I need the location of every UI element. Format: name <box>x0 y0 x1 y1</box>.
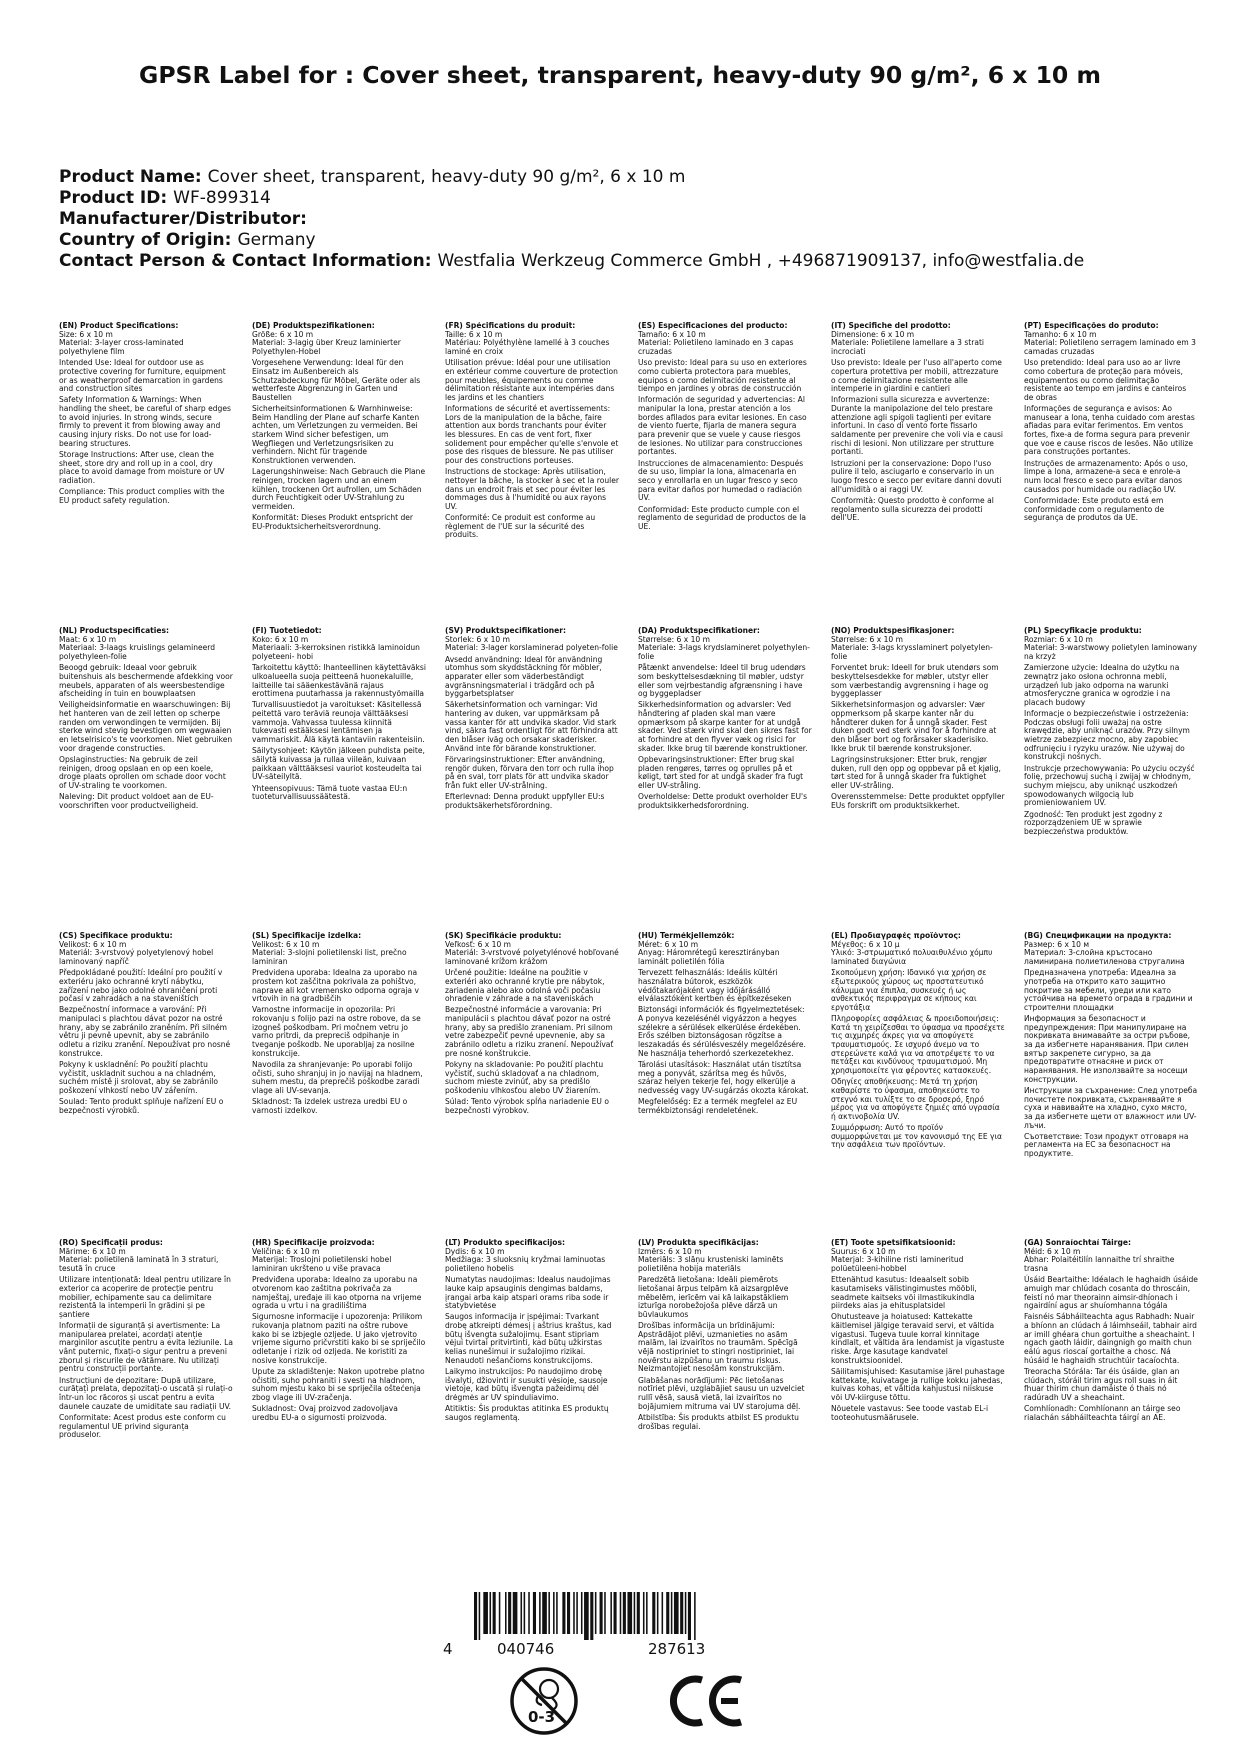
spec-paragraph: Megfelelőség: Ez a termék megfelel az EU termékbiztonsági rendeletének. <box>638 1097 798 1115</box>
barcode-bar <box>600 1592 603 1634</box>
spec-paragraph: Størrelse: 6 x 10 m Materiale: 3-lags krydslamineret polyethylen-folie <box>638 634 810 661</box>
spec-paragraph: Información de seguridad y advertencias: Al manipular la lona, prestar atención a los bordes afilados para evitar lesiones. En caso de viento fuerte, fijarla de manera segura para prevenir que se vuele y cause riesgos de lesiones. No utilizar para construcciones portantes. <box>638 395 807 457</box>
barcode-bar <box>562 1592 565 1634</box>
barcode-bar <box>634 1592 636 1634</box>
spec-section <box>831 322 1005 627</box>
barcode-bar <box>614 1592 617 1634</box>
spec-paragraph: Μέγεθος: 6 x 10 μ Υλικό: 3-στρωματικό πολυαιθυλένιο χόμπυ laminated διαγώνια <box>831 939 993 966</box>
spec-paragraph: Σκοπούμενη χρήση: Ιδανικό για χρήση σε εξωτερικούς χώρους ως προστατευτικό κάλυμμα για έπιπλα, συσκευές ή ως ανθεκτικός περιφραγμα σε κήπους και εργοτάξια <box>831 968 987 1012</box>
spec-paragraph: Lagringsinstruksjoner: Etter bruk, rengjør duken, rull den opp og oppbevar på et kjølig, tørt sted for å unngå skader fra fuktighet eller UV-stråling. <box>831 754 1001 790</box>
spec-paragraph: Instruções de armazenamento: Após o uso, limpe a lona, armazene-a seca e enrole-a num local fresco e seco para evitar danos causados por humidade ou radiação UV. <box>1024 458 1188 494</box>
spec-paragraph: Avsedd användning: Ideal för användning utomhus som skyddstäckning för möbler, apparater eller som väderbeständigt avgränsningsmaterial i trädgård och på byggarbetsplatser <box>445 654 603 699</box>
spec-paragraph: Nõuetele vastavus: See toode vastab EL-i tooteohutusmäärusele. <box>831 1404 989 1422</box>
spec-section <box>831 1239 1005 1559</box>
spec-section <box>59 932 233 1239</box>
barcode-bar <box>688 1592 691 1640</box>
spec-paragraph: Instrukcje przechowywania: Po użyciu oczyść folię, przechowuj suchą i zwijaj w chłodnym, suchym miejscu, aby uniknąć uszkodzeń spowodowanych wilgocią lub promieniowaniem UV. <box>1024 763 1195 808</box>
spec-paragraph: Ohutusteave ja hoiatused: Kattekatte käitlemisel jälgige teravaid servi, et vältida vigastusi. Tugeva tuule korral kinnitage kindlalt, et vältida ära lendamist ja vigastuste riske. Ärge kasutage kandvatel konstruktsioonidel. <box>831 1312 1005 1365</box>
spec-paragraph: Zgodność: Ten produkt jest zgodny z rozporządzeniem UE w sprawie bezpieczeństwa produktów. <box>1024 809 1163 836</box>
barcode-bar <box>623 1592 626 1634</box>
spec-section-heading: (HU) Termékjellemzők: <box>638 932 735 940</box>
spec-paragraph: Forventet bruk: Ideell for bruk utendørs som beskyttelsesdekke for møbler, utstyr eller som værbestandig avgrensning i hage og byggeplasser <box>831 663 999 699</box>
barcode-bar <box>542 1592 547 1634</box>
spec-paragraph: Atitiktis: Šis produktas atitinka ES produktų saugos reglamentą. <box>445 1404 609 1422</box>
spec-section <box>59 322 233 627</box>
spec-paragraph: Uso previsto: Ideal para su uso en exteriores como cubierta protectora para muebles, equipos o como delimitación resistente al tiempo en jardines y obras de construcción <box>638 358 807 394</box>
spec-paragraph: Méid: 6 x 10 m Ábhar: Polaitéitilín lannaithe trí shraithe trasna <box>1024 1246 1175 1273</box>
spec-section-heading: (BG) Спецификации на продукта: <box>1024 932 1172 940</box>
spec-section-heading: (LV) Produkta specifikācijas: <box>638 1239 759 1247</box>
barcode-bar <box>657 1592 659 1634</box>
spec-paragraph: Pokyny k uskladnění: Po použití plachtu vyčistit, uskladnit suchou a na chladném, suchém místě ji srolovat, aby se zabránilo poškození vlhkostí nebo UV zářením. <box>59 1059 219 1095</box>
barcode-bar <box>573 1592 575 1634</box>
spec-section <box>638 932 812 1239</box>
spec-section <box>1024 322 1198 627</box>
barcode-bar <box>694 1592 696 1640</box>
spec-paragraph: Opslaginstructies: Na gebruik de zeil reinigen, droog opslaan en op een koele, droge plaats oprollen om schade door vocht of UV-straling te voorkomen. <box>59 754 226 790</box>
spec-paragraph: Uso previsto: Ideale per l'uso all'aperto come copertura protettiva per mobili, attrezzature o come delimitazione resistente alle intemperie in giardini e cantieri <box>831 358 1002 394</box>
barcode-bar <box>637 1592 640 1634</box>
spec-paragraph: Conformitate: Acest produs este conform cu regulamentul UE privind siguranța produselor. <box>59 1412 226 1440</box>
spec-paragraph: Méret: 6 x 10 m Anyag: Háromrétegű keresztirányban laminált polietilén fólia <box>638 939 780 966</box>
spec-paragraph: Súlad: Tento výrobok spĺňa nariadenie EU o bezpečnosti výrobkov. <box>445 1097 609 1115</box>
spec-paragraph: Tamaño: 6 x 10 m Material: Polietileno laminado en 3 capas cruzadas <box>638 329 794 356</box>
barcode-bar <box>567 1592 570 1634</box>
spec-paragraph: Veiligheidsinformatie en waarschuwingen: Bij het hanteren van de zeil letten op scherpe randen om verwondingen te vermijden. Bij sterke wind stevig bevestigen om wegwaaien en letselrisico's te voorkomen. Niet gebruiken voor dragende constructies. <box>59 700 233 753</box>
spec-section-heading: (DA) Produktspecifikationer: <box>638 627 760 635</box>
spec-paragraph: Размер: 6 x 10 м Материал: 3-слойна кръстосано ламинирана полиетиленова стругалина <box>1024 939 1185 966</box>
spec-section-heading: (RO) Specificații produs: <box>59 1239 163 1247</box>
spec-paragraph: Säilytysohjeet: Käytön jälkeen puhdista peite, säilytä kuivassa ja rullaa viileän, kuivaan paikkaan välttääksesi vauriot kosteudelta tai UV-säteilyltä. <box>252 746 425 782</box>
spec-paragraph: Overensstemmelse: Dette produktet oppfyller EUs forskrift om produktsikkerhet. <box>831 792 1005 810</box>
spec-section-heading: (DE) Produktspezifikationen: <box>252 322 375 330</box>
spec-paragraph: Uso pretendido: Ideal para uso ao ar livre como cobertura de proteção para móveis, equipamentos ou como delimitação resistente ao tempo em jardins e canteiros de obras <box>1024 358 1187 402</box>
spec-paragraph: Beoogd gebruik: Ideaal voor gebruik buitenshuis als beschermende afdekking voor meubels, apparaten of als weersbestendige afscheiding in tuin en bouwplaatsen <box>59 663 233 699</box>
barcode-bar <box>499 1592 501 1634</box>
spec-paragraph: Veľkosť: 6 x 10 m Materiál: 3-vrstvové polyetylénové hobľované laminované krížom krážom <box>445 939 619 966</box>
spec-section-heading: (HR) Specifikacije proizvoda: <box>252 1239 375 1247</box>
barcode-bar <box>553 1592 555 1634</box>
spec-paragraph: Größe: 6 x 10 m Material: 3-lagig über Kreuz laminierter Polyethylen-Hobel <box>252 329 401 356</box>
info-manufacturer: Manufacturer/Distributor: <box>59 209 307 229</box>
barcode-digits-left: 4 <box>443 1640 453 1658</box>
spec-paragraph: Velikost: 6 x 10 m Material: 3-slojni polietilenski list, prečno laminiran <box>252 939 407 966</box>
barcode-bar <box>483 1592 488 1634</box>
info-country-of-origin: Country of Origin: Germany <box>59 230 316 250</box>
spec-paragraph: Οδηγίες αποθήκευσης: Μετά τη χρήση καθαρίστε το ύφασμα, αποθηκεύστε το στεγνό και τυλίξτε το σε δροσερό, ξηρό μέρος για να αποφύγετε ζημιές από υγρασία ή ακτινοβολία UV. <box>831 1077 1000 1121</box>
spec-section-heading: (NO) Produktspesifikasjoner: <box>831 627 955 635</box>
barcode-bar <box>539 1592 541 1634</box>
barcode-digits-right: 287613 <box>648 1640 706 1658</box>
barcode-bar <box>479 1592 481 1640</box>
spec-paragraph: Storage Instructions: After use, clean the sheet, store dry and roll up in a cool, dry place to avoid damage from moisture or UV radiation. <box>59 449 225 485</box>
barcode-bar <box>662 1592 664 1634</box>
spec-section-heading: (IT) Specifiche del prodotto: <box>831 322 951 330</box>
spec-section-heading: (PT) Especificações do produto: <box>1024 322 1159 330</box>
spec-paragraph: Conformità: Questo prodotto è conforme al regolamento sulla sicurezza dei prodotti dell'UE. <box>831 495 994 523</box>
spec-paragraph: Predviđena uporaba: Idealno za uporabu na otvorenom kao zaštitna pokrivača za namještaj, uređaje ili kao otporna na vrijeme ograda u vrtu i na gradilištima <box>252 1275 422 1311</box>
spec-paragraph: Glabāšanas norādījumi: Pēc lietošanas notīriet plēvi, uzglabājiet sausu un uzvelciet rullī vēsā, sausā vietā, lai izvairītos no bojājumiem mitruma vai UV starojuma dēļ. <box>638 1375 805 1411</box>
barcode-bar <box>505 1592 507 1634</box>
spec-section <box>1024 1239 1198 1559</box>
spec-section <box>445 1239 619 1559</box>
barcode-bar <box>620 1592 622 1634</box>
spec-section <box>252 1239 426 1559</box>
spec-paragraph: Turvallisuustiedot ja varoitukset: Käsitellessä peitettä varo teräviä reunoja välttääksesi vammoja. Vahvassa tuulessa kiinnitä tukevasti estääksesi lentämisen ja vammariskit. Älä käytä kantaviin rakenteisiin. <box>252 700 425 745</box>
spec-paragraph: Intended Use: Ideal for outdoor use as protective covering for furniture, equipment or as weatherproof demarcation in gardens and construction sites <box>59 358 226 394</box>
spec-section-heading: (SL) Specifikacije izdelka: <box>252 932 362 940</box>
spec-section-heading: (FR) Spécifications du produit: <box>445 322 576 330</box>
barcode-bar <box>646 1592 648 1634</box>
info-product-name: Product Name: Cover sheet, transparent, heavy-duty 90 g/m², 6 x 10 m <box>59 167 686 187</box>
spec-paragraph: Drošības informācija un brīdinājumi: Apstrādājot plēvi, uzmanieties no asām malām, lai izvairītos no traumām. Spēcīgā vējā nostipriniet to stingri nostipriniet, lai novērstu aizpūšanu un traumu riskus. Neizmantojiet nesošām konstrukcijām. <box>638 1321 798 1374</box>
spec-paragraph: Sikkerhetsinformasjon og advarsler: Vær oppmerksom på skarpe kanter når du håndterer duken for å unngå skader. Fest duken godt ved sterk vind for å forhindre at den blåser bort og forårsaker skaderisiko. Ikke bruk til bærende konstruksjoner. <box>831 700 997 753</box>
barcode-bar <box>556 1592 558 1634</box>
spec-paragraph: Tervezett felhasználás: Ideális kültéri használatra bútorok, eszközök védőtakarójaként vagy időjárásálló elválasztóként kertben és építkezéseken <box>638 968 792 1004</box>
barcode-bar <box>643 1592 645 1634</box>
spec-paragraph: Instructions de stockage: Après utilisation, nettoyer la bâche, la stocker à sec et la rouler dans un endroit frais et sec pour éviter les dommages dus à l'humidité ou aux rayons UV. <box>445 467 619 511</box>
spec-section-heading: (CS) Specifikace produktu: <box>59 932 173 940</box>
spec-section-heading: (EN) Product Specifications: <box>59 322 179 330</box>
barcode-bar <box>513 1592 518 1634</box>
spec-paragraph: Size: 6 x 10 m Material: 3-layer cross-laminated polyethylene film <box>59 329 184 356</box>
svg-text:0-3: 0-3 <box>528 1708 556 1726</box>
barcode <box>470 1592 760 1640</box>
spec-paragraph: Taille: 6 x 10 m Matériau: Polyéthylène lamellé à 3 couches laminé en croix <box>445 329 610 356</box>
spec-paragraph: Veličina: 6 x 10 m Materijal: Troslojni polietilenski hobel laminiran ukršteno u više pravaca <box>252 1246 392 1273</box>
spec-paragraph: Efterlevnad: Denna produkt uppfyller EU:s produktsäkerhetsförordning. <box>445 792 605 810</box>
spec-paragraph: Bezpečnostné informácie a varovania: Pri manipulácii s plachtou dávať pozor na ostré hrany, aby sa predišlo zraneniam. Pri silnom vetre zabezpečiť pevné upevnenie, aby sa zabránilo odletu a riziku zranení. Nepoužívať pre nosné konštrukcie. <box>445 1005 614 1058</box>
spec-paragraph: Förvaringsinstruktioner: Efter användning, rengör duken, förvara den torr och rulla ihop på en sval, torr plats för att undvika skador från fukt eller UV-strålning. <box>445 754 614 790</box>
spec-paragraph: Comhlíonadh: Comhlíonann an táirge seo rialachán sábháilteachta táirgí an AE. <box>1024 1404 1181 1422</box>
spec-paragraph: Určené použitie: Ideálne na použitie v exteriéri ako ochranné krytie pre nábytok, zariadenia alebo ako odolná voči počasiu ohradenie v záhrade a na staveniskách <box>445 968 605 1004</box>
spec-paragraph: Předpokládané použití: Ideální pro použití v exteriéru jako ochranné krytí nábytku, zařízení nebo jako odolné ohraničení proti počasí v zahradách a na staveništích <box>59 968 223 1004</box>
spec-section <box>252 627 426 932</box>
spec-paragraph: Vorgesehene Verwendung: Ideal für den Einsatz im Außenbereich als Schutzabdeckung für Möbel, Geräte oder als wetterfeste Abgrenzung in Garten und Baustellen <box>252 358 421 402</box>
spec-section-heading: (ET) Toote spetsifikatsioonid: <box>831 1239 956 1247</box>
barcode-bar <box>528 1592 530 1634</box>
spec-paragraph: Treoracha Stórála: Tar éis úsáide, glan an clúdach, stóráil tirim agus roll suas in áit fhuar thirim chun damáiste ó thais nó radúradh UV a sheachaint. <box>1024 1366 1180 1402</box>
product-info <box>59 167 1199 272</box>
info-contact: Contact Person & Contact Information: Westfalia Werkzeug Commerce GmbH , +496871909137, info@westfalia.de <box>59 251 1085 271</box>
spec-paragraph: Instrucțiuni de depozitare: După utilizare, curățați prelata, depozitați-o uscată și rulați-o într-un loc răcoros și uscat pentru a evita daunele cauzate de umiditate sau radiații UV. <box>59 1375 233 1411</box>
spec-paragraph: Overholdelse: Dette produkt overholder EU's produktsikkerhedsforordning. <box>638 792 808 810</box>
barcode-bar <box>604 1592 606 1634</box>
spec-paragraph: Skladnost: Ta izdelek ustreza uredbi EU o varnosti izdelkov. <box>252 1097 408 1115</box>
barcode-bar <box>627 1592 632 1634</box>
spec-section <box>59 1239 233 1559</box>
spec-paragraph: Предназначена употреба: Идеална за употреба на открито като защитно покритие за мебели, уреди или като устойчива на времето ограда в градини и строителни площадки <box>1024 968 1193 1012</box>
spec-paragraph: Tamanho: 6 x 10 m Material: Polietileno serragem laminado em 3 camadas cruzadas <box>1024 329 1196 356</box>
barcode-bar <box>490 1592 492 1634</box>
spec-paragraph: Úsáid Beartaithe: Idéalach le haghaidh úsáide amuigh mar chlúdach cosanta do throscáin, feistí nó mar theorainn aimsir-dhíonach i ngairdíní agus ar shuíomhanna tógála <box>1024 1275 1198 1311</box>
barcode-bar <box>680 1592 683 1634</box>
spec-paragraph: Sukladnost: Ovaj proizvod zadovoljava uredbu EU-a o sigurnosti proizvoda. <box>252 1404 398 1422</box>
spec-paragraph: Zamierzone użycie: Idealna do użytku na zewnątrz jako osłona ochronna mebli, urządzeń lub jako odporna na warunki atmosferyczne granica w ogrodzie i na placach budowy <box>1024 663 1180 707</box>
spec-paragraph: Informacje o bezpieczeństwie i ostrzeżenia: Podczas obsługi folii uważaj na ostre krawędzie, aby uniknąć urazów. Przy silnym wietrze zabezpiecz mocno, aby zapobiec odfrunięciu i ryzyku urazów. Nie używaj do konstrukcji nośnych. <box>1024 709 1190 762</box>
spec-section <box>445 932 619 1239</box>
spec-paragraph: Predvidena uporaba: Idealna za uporabo na prostem kot zaščitna pokrivala za pohištvo, naprave ali kot vremensko odporna ograja v vrtovih in na gradbiščih <box>252 968 419 1004</box>
barcode-bar <box>595 1592 597 1634</box>
age-0-3-warning-icon <box>508 1665 580 1737</box>
spec-paragraph: Tarkoitettu käyttö: Ihanteellinen käytettäväksi ulkoalueella suoja peitteenä huonekaluille, laitteille tai sääenkestävänä rajaus erottimena puutarhassa ja rakennustyömailla <box>252 663 426 699</box>
barcode-bar <box>524 1592 526 1634</box>
barcode-bar <box>685 1592 687 1634</box>
barcode-bar <box>666 1592 669 1634</box>
spec-paragraph: Safety Information & Warnings: When handling the sheet, be careful of sharp edges to avoid injuries. In strong winds, secure firmly to prevent it from blowing away and causing injury risks. Do not use for load-bearing structures. <box>59 395 231 448</box>
spec-paragraph: Atbilstība: Šis produkts atbilst ES produktu drošības regulai. <box>638 1412 799 1431</box>
spec-paragraph: Съответствие: Този продукт отговаря на регламента на ЕС за безопасност на продуктите. <box>1024 1131 1189 1159</box>
barcode-bar <box>474 1592 477 1640</box>
spec-paragraph: Instrucciones de almacenamiento: Después de su uso, limpiar la lona, almacenarla en seco y enrollarla en un lugar fresco y seco para evitar daños por humedad o radiación UV. <box>638 458 804 503</box>
spec-paragraph: Soulad: Tento produkt splňuje nařízení EU o bezpečnosti výrobků. <box>59 1097 224 1115</box>
info-product-id: Product ID: WF-899314 <box>59 188 271 208</box>
spec-section <box>252 932 426 1239</box>
spec-paragraph: Säkerhetsinformation och varningar: Vid hantering av duken, var uppmärksam på vassa kanter för att undvika skador. Vid stark vind, säkra fast ordentligt för att förhindra att den blåser iväg och orsakar skaderisker. Använd inte för bärande konstruktioner. <box>445 700 618 753</box>
barcode-bar <box>508 1592 511 1634</box>
spec-paragraph: Velikost: 6 x 10 m Materiál: 3-vrstvový polyetylenový hobel laminovaný napříč <box>59 939 214 966</box>
spec-section <box>1024 932 1198 1239</box>
spec-paragraph: Naleving: Dit product voldoet aan de EU-voorschriften voor productveiligheid. <box>59 792 214 810</box>
spec-paragraph: Pokyny na skladovanie: Po použití plachtu vyčistiť, suchú skladovať a na chladnom, suchom mieste zvinúť, aby sa predišlo poškodeniu vlhkosťou alebo UV žiarením. <box>445 1059 604 1095</box>
barcode-bar <box>584 1592 589 1640</box>
spec-paragraph: Izmērs: 6 x 10 m Materiāls: 3 slāņu krusteniski laminēts polietilēna hobija materiāls <box>638 1246 784 1273</box>
spec-section <box>445 322 619 627</box>
spec-paragraph: Conformidad: Este producto cumple con el reglamento de seguridad de productos de la UE. <box>638 504 806 531</box>
spec-section-heading: (GA) Sonraíochtaí Táirge: <box>1024 1239 1132 1247</box>
spec-paragraph: Varnostne informacije in opozorila: Pri rokovanju s folijo pazi na ostre robove, da se izogneš poškodbam. Pri močnem vetru jo varno pritrdi, da prepreciš odpihanje in tveganje poškodb. Ne uporabljaj za nosilne konstrukcije. <box>252 1005 421 1058</box>
spec-section <box>59 627 233 932</box>
barcode-bar <box>533 1592 536 1634</box>
spec-paragraph: Sicherheitsinformationen & Warnhinweise: Beim Handling der Plane auf scharfe Kanten achten, um Verletzungen zu vermeiden. Bei starkem Wind sicher befestigen, um Wegfliegen und Verletzungsrisiken zu verhindern. Nicht für tragende Konstruktionen verwenden. <box>252 404 420 466</box>
spec-paragraph: Sikkerhedsinformation og advarsler: Ved håndtering af pladen skal man være opmærksom på skarpe kanter for at undgå skader. Ved stærk vind skal den sikres fast for at forhindre at den flyver væk og risici for skader. Ikke brug til bærende konstruktioner. <box>638 700 812 753</box>
spec-paragraph: Yhteensopivuus: Tämä tuote vastaa EU:n tuoteturvallisuussäätestä. <box>252 783 408 802</box>
spec-paragraph: Opbevaringsinstruktioner: Efter brug skal pladen rengøres, tørres og oprulles på et køligt, tørt sted for at undgå skader fra fugt eller UV-stråling. <box>638 754 804 790</box>
spec-paragraph: Dydis: 6 x 10 m Medžiaga: 3 sluoksnių kryžmai laminuotas polietileno hobelis <box>445 1246 606 1273</box>
spec-paragraph: Istruzioni per la conservazione: Dopo l'uso pulire il telo, asciugarlo e conservarlo in un luogo fresco e secco per evitare danni dovuti all'umidità o ai raggi UV. <box>831 458 1002 494</box>
spec-section-heading: (PL) Specyfikacje produktu: <box>1024 627 1142 635</box>
spec-paragraph: Laikymo instrukcijos: Po naudojimo drobę išvalyti, džiovinti ir susukti vėsioje, sausoje vietoje, kad būtų išvengta pažeidimų dėl drėgmės ar UV spinduliavimo. <box>445 1366 608 1402</box>
spec-paragraph: Säilitamisjuhised: Kasutamise järel puhastage kattekate, kuivatage ja rullige kokku jahedas, kuivas kohas, et vältida kahjustusi niiskuse või UV-kiirguse tõttu. <box>831 1366 1005 1402</box>
spec-paragraph: Faisnéis Sábháilteachta agus Rabhadh: Nuair a bhíonn an clúdach á láimhseáil, tabhair aird ar imill ghéara chun gortuithe a sheachaint. I ngach gaoth láidir, daingnigh go maith chun eálú agus rioscaí gortaithe a chosc. Ná húsáid le haghaidh struchtúir tacaíochta. <box>1024 1312 1197 1365</box>
spec-paragraph: Koko: 6 x 10 m Materiaali: 3-kerroksinen ristikkä laminoidun polyeteeni- hobi <box>252 634 420 661</box>
spec-section <box>445 627 619 932</box>
spec-section-heading: (EL) Προδιαγραφές προϊόντος: <box>831 932 961 940</box>
spec-paragraph: Paredzētā lietošana: Ideāli piemērots lietošanai ārpus telpām kā aizsargplēve mēbelēm, ierīcēm vai kā laikapstākliem izturīga norobežojoša plēve dārzā un būvlaukumos <box>638 1275 789 1319</box>
spec-section-heading: (SK) Špecifikácie produktu: <box>445 932 562 940</box>
barcode-bar <box>581 1592 583 1634</box>
spec-paragraph: Tárolási utasítások: Használat után tisztítsa meg a ponyvát, szárítsa meg és hűvös, száraz helyen tekerje fel, hogy elkerülje a nedvesség vagy UV-sugárzás okozta károkat. <box>638 1059 809 1095</box>
spec-paragraph: Maat: 6 x 10 m Materiaal: 3-laags kruislings gelamineerd polyethyleen-folie <box>59 634 216 661</box>
spec-paragraph: Biztonsági információk és figyelmeztetések: A ponyva kezelésénél vigyázzon a hegyes szélekre a sérülések elkerülése érdekében. Erős szélben biztonságosan rögzítse a leszakadás és sérülésveszély megelőzésére. Ne használja teherhordó szerkezetekhez. <box>638 1005 806 1058</box>
spec-paragraph: Инструкции за съхранение: След употреба почистете покривката, съхранявайте я суха и навивайте на хладно, сухо място, за да избегнете щети от влажност или UV-лъчи. <box>1024 1085 1198 1130</box>
spec-paragraph: Rozmiar: 6 x 10 m Materiał: 3-warstwowy polietylen laminowany na krzyż <box>1024 634 1197 661</box>
spec-section-heading: (ES) Especificaciones del producto: <box>638 322 788 330</box>
spec-paragraph: Påtænkt anvendelse: Ideel til brug udendørs som beskyttelsesdækning til møbler, udstyr eller som vejrbestandig afgrænsning i have og byggepladser <box>638 663 806 699</box>
spec-paragraph: Dimensione: 6 x 10 m Materiale: Polietilene lamellare a 3 strati incrociati <box>831 329 985 356</box>
spec-section <box>252 322 426 627</box>
spec-section <box>638 1239 812 1559</box>
spec-section <box>1024 627 1198 932</box>
spec-paragraph: Информация за безопасност и предупреждения: При манипулиране на покривката внимавайте за остри ръбове, за да избегнете наранявания. При силен вятър закрепете сигурно, за да предотвратите отнасяне и риск от наранявания. Не използвайте за носещи конструкции. <box>1024 1014 1191 1084</box>
barcode-bar <box>671 1592 673 1634</box>
barcode-bar <box>652 1592 655 1634</box>
spec-paragraph: Sigurnosne informacije i upozorenja: Prilikom rukovanja platnom paziti na oštre rubove kako bi se izbjegle ozljede. U jako vjetrovito vrijeme sigurno pričvrstiti kako bi se spriječilo odletanje i rizik od ozljeda. Ne koristiti za nosive konstrukcije. <box>252 1312 426 1365</box>
ce-mark-icon <box>667 1672 747 1730</box>
spec-paragraph: Πληροφορίες ασφάλειας & προειδοποιήσεις: Κατά τη χειρίζεσθαι το ύφασμα να προσέχετε τις αιχμηρές άκρες για να αποφύγετε τραυματισμούς. Σε ισχυρό άνεμο να το στερεώνετε καλά για να αποτρέψετε το να πετάξει και κινδύνους τραυματισμού. Μη χρησιμοποιείτε για φέροντες κατασκευές. <box>831 1014 1005 1076</box>
spec-section <box>831 932 1005 1239</box>
barcode-digits-mid: 040746 <box>497 1640 555 1658</box>
spec-paragraph: Συμμόρφωση: Αυτό το προϊόν συμμορφώνεται με τον κανονισμό της ΕΕ για την ασφάλεια των προϊόντων. <box>831 1123 1002 1150</box>
spec-paragraph: Informații de siguranță și avertismente: La manipularea prelatei, acordați atenție marginilor ascuțite pentru a evita leziunile. La vânt puternic, fixați-o sigur pentru a preveni zborul și riscurile de vătămare. Nu utilizați pentru construcții portante. <box>59 1321 233 1374</box>
spec-section-heading: (LT) Produkto specifikacijos: <box>445 1239 566 1247</box>
spec-paragraph: Informações de segurança e avisos: Ao manusear a lona, tenha cuidado com arestas afiadas para evitar ferimentos. Em ventos fortes, fixe-a de forma segura para prevenir que voe e cause riscos de lesões. Não utilize para construções portantes. <box>1024 404 1195 457</box>
spec-paragraph: Suurus: 6 x 10 m Materjal: 3-kihiline risti lamineritud polüetüleeni-hobbel <box>831 1246 964 1273</box>
barcode-bar <box>521 1592 523 1634</box>
spec-paragraph: Mărime: 6 x 10 m Material: polietilenă laminată în 3 straturi, tesută în cruce <box>59 1246 219 1273</box>
spec-paragraph: Upute za skladištenje: Nakon upotrebe platno očistiti, suho pohraniti i svesti na hladnom, suhom mjestu kako bi se spriječila oštećenja zbog vlage ili UV-zračenja. <box>252 1366 425 1402</box>
spec-section-heading: (FI) Tuotetiedot: <box>252 627 322 635</box>
spec-paragraph: Informazioni sulla sicurezza e avvertenze: Durante la manipolazione del telo prestare attenzione agli spigoli taglienti per evitare infortuni. In caso di vento forte fissarlo saldamente per prevenire che voli via e causi rischi di lesioni. Non utilizzare per strutture portanti. <box>831 395 1003 457</box>
barcode-bar <box>610 1592 612 1634</box>
barcode-bar <box>576 1592 578 1634</box>
language-sections <box>59 322 1199 1559</box>
spec-section <box>831 627 1005 932</box>
spec-section-heading: (NL) Productspecificaties: <box>59 627 170 635</box>
spec-paragraph: Lagerungshinweise: Nach Gebrauch die Plane reinigen, trocken lagern und an einem kühlen, trockenen Ort aufrollen, um Schäden durch Feuchtigkeit oder UV-Strahlung zu vermeiden. <box>252 467 426 511</box>
spec-section <box>638 322 812 627</box>
spec-paragraph: Numatytas naudojimas: Idealus naudojimas lauke kaip apsauginis dengimas baldams, įrangai arba kaip atspari orams riba sode ir statybvietėse <box>445 1275 611 1311</box>
spec-paragraph: Ettenähtud kasutus: Ideaalselt sobib kasutamiseks välistingimustes mööbli, seadmete kaitseks või ilmastikukindla piirdeks aias ja ehitusplatsidel <box>831 1275 977 1311</box>
spec-paragraph: Størrelse: 6 x 10 m Materiale: 3-lags krysslaminert polyetylen-folie <box>831 634 993 661</box>
barcode-bar <box>674 1592 679 1634</box>
barcode-bar <box>590 1592 593 1640</box>
barcode-bar <box>493 1592 496 1634</box>
page-title: GPSR Label for : Cover sheet, transparent, heavy-duty 90 g/m², 6 x 10 m <box>139 61 1101 89</box>
spec-section <box>638 627 812 932</box>
spec-paragraph: Navodila za shranjevanje: Po uporabi folijo očisti, suho shranjuj in jo navijaj na hladnem, suhem mestu, da preprečiš poškodbe zaradi vlage ali UV-sevanja. <box>252 1059 423 1095</box>
spec-paragraph: Utilizare intenționată: Ideal pentru utilizare în exterior ca acoperire de protecție pentru mobilier, echipamente sau ca delimitare rezistentă la intemperii în grădini și pe șantiere <box>59 1275 231 1319</box>
spec-paragraph: Bezpečnostní informace a varování: Při manipulaci s plachtou dávat pozor na ostré hrany, aby se zabránilo zraněním. Při silném větru ji pevně upevnit, aby se zabránilo odletu a riziku zranění. Nepoužívat pro nosné konstrukce. <box>59 1005 231 1058</box>
spec-paragraph: Utilisation prévue: Idéal pour une utilisation en extérieur comme couverture de protection pour meubles, équipements ou comme délimitation résistante aux intempéries dans les jardins et les chantiers <box>445 358 618 402</box>
spec-paragraph: Conformité: Ce produit est conforme au règlement de l'UE sur la sécurité des produits. <box>445 513 596 540</box>
spec-paragraph: Compliance: This product complies with the EU product safety regulation. <box>59 487 225 505</box>
spec-paragraph: Storlek: 6 x 10 m Material: 3-lager korslaminerad polyeten-folie <box>445 634 618 653</box>
spec-paragraph: Konformität: Dieses Produkt entspricht der EU-Produktsicherheitsverordnung. <box>252 513 414 531</box>
spec-paragraph: Informations de sécurité et avertissements: Lors de la manipulation de la bâche, faire attention aux bords tranchants pour éviter les blessures. En cas de vent fort, fixer solidement pour empêcher qu'elle s'envole et pose des risques de blessure. Ne pas utiliser pour des constructions porteuses. <box>445 404 619 466</box>
spec-paragraph: Conformidade: Este produto está em conformidade com o regulamento de segurança de produtos da UE. <box>1024 495 1165 523</box>
spec-paragraph: Saugos informacija ir įspėjimai: Tvarkant drobę atkreipti dėmesį į aštrius kraštus, kad būtų išvengta sužalojimų. Esant stipriam vėjui tvirtai pritvirtinti, kad būtų užkirstas kelias nunešimui ir sužalojimo rizikai. Nenaudoti nešančioms konstrukcijoms. <box>445 1312 612 1365</box>
barcode-bar <box>548 1592 550 1634</box>
spec-section-heading: (SV) Produktspecifikationer: <box>445 627 567 635</box>
